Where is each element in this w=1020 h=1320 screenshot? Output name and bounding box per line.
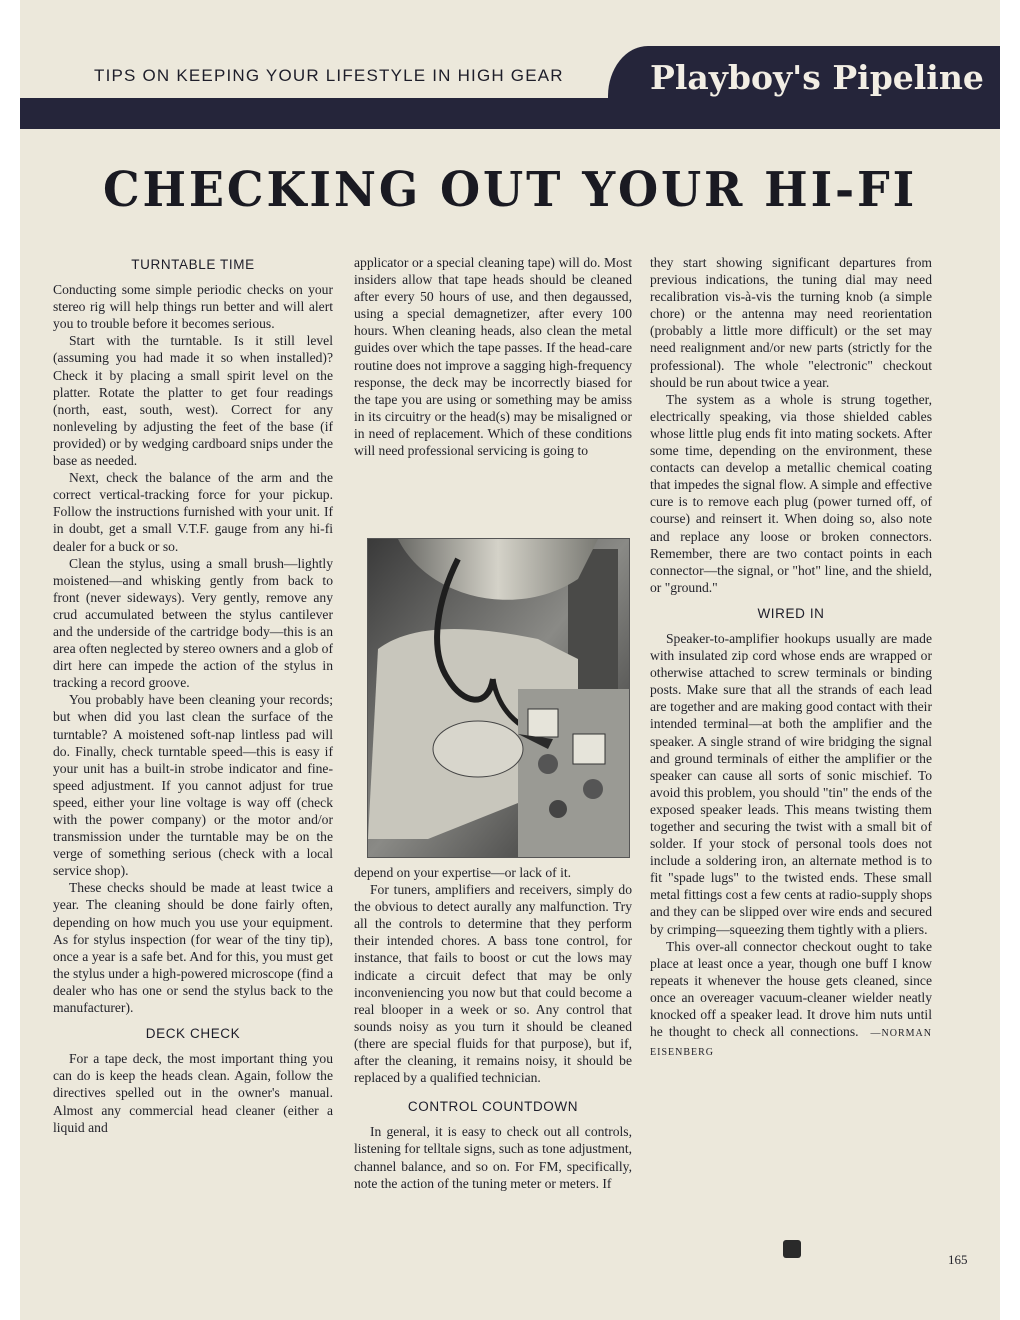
- paragraph: Clean the stylus, using a small brush—lightly moistened—and whisking gently from back to front (never sideways). Very gently, remove any crud accumulated between the stylus cantilever and the underside of the cartridge body—this is an area often neglected by stereo owners and a glob of dirt here can impede the action of the stylus in tracking a record groove.: [53, 555, 333, 691]
- paragraph: Next, check the balance of the arm and the correct vertical-tracking force for your pickup. Follow the instructions furnished with your unit. If in doubt, get a small V.T.F. gauge from any hi-fi dealer for a buck or so.: [53, 470, 333, 554]
- subheading-deck-check: DECK CHECK: [145, 1026, 241, 1042]
- subheading-wired-in: WIRED IN: [757, 605, 825, 621]
- article-headline: CHECKING OUT YOUR HI-FI: [102, 162, 918, 218]
- article-column-2-top: [354, 254, 632, 459]
- department-title: Playboy's Pipeline: [650, 58, 984, 97]
- paragraph: Speaker-to-amplifier hookups usually are made with insulated zip cord whose ends are wrapped or otherwise attached to screw terminals or binding posts. Make sure that all the strands of each lead are together and are making good contact with their intended terminal—at both the amplifier and the speaker. A single strand of wire bridging the signal and ground terminals of either the amplifier or the speaker can cause all sorts of sonic mischief. To avoid this problem, you should "tin" the ends of the exposed speaker leads. This means twisting them together and securing the twist with a small bit of solder. If your stock of personal tools does not include a soldering iron, an alternate method is to fit "spade lugs" to the twisted ends. These small metal fittings cost a few cents at radio-supply shops and they can be slipped over wire ends and secured by crimping—squeezing them tightly with a pliers.: [650, 630, 932, 937]
- paragraph: In general, it is easy to check out all controls, listening for telltale signs, such as tone adjustment, channel balance, and so on. For FM, specifically, note the action of the tuning meter or meters. If: [354, 1124, 632, 1191]
- paragraph: These checks should be made at least twice a year. The cleaning should be done fairly often, depending on how much you use your equipment. As for stylus inspection (for wear of the tiny tip), once a year is a safe bet. And for this, you must get the stylus under a high-powered microscope (find a dealer who has one or send the stylus back to the manufacturer).: [53, 880, 333, 1016]
- paragraph: depend on your expertise—or lack of it.: [354, 865, 572, 880]
- paragraph: For a tape deck, the most important thing you can do is keep the heads clean. Again, follow the directives spelled out in the owner's manual. Almost any commercial head cleaner (either a liquid and: [53, 1051, 333, 1135]
- paragraph: applicator or a special cleaning tape) will do. Most insiders allow that tape heads should be cleaned after every 50 hours of use, and then degaussed, using a special demagnetizer, after every 100 hours. When cleaning heads, also clean the metal guides over which the tape passes. If the head-care routine does not improve a sagging high-frequency response, the deck may be incorrectly biased for the tape you are using or something may be amiss in its circuitry or the head(s) may be misaligned or in need of replacement. Which of these conditions will need professional servicing is going to: [354, 255, 632, 459]
- stethoscope-illustration: [367, 538, 630, 858]
- illustration-svg: [368, 539, 629, 857]
- paragraph: [650, 938, 932, 1062]
- paragraph: they start showing significant departures from previous indications, the tuning dial may need recalibration vis-à-vis the turning knob (a simple chore) or the antenna may need reorientation (probably a little more difficult) or the set may need realignment and/or new parts (strictly for the professional). The whole "electronic" checkout should be run about twice a year.: [650, 255, 932, 390]
- paragraph: Start with the turntable. Is it still level (assuming you had made it so when installed)? Check it by placing a small spirit level on the platter. Rotate the platter to get four readings (north, east, south, west). Correct for any nonleveling by adjusting the feet of the base (if provided) or by wedging cardboard snips under the base as needed.: [53, 333, 333, 469]
- article-column-3: [650, 254, 932, 1061]
- paragraph-text: This over-all connector checkout ought to take place at least once a year, though one buff I know repeats it whenever the house gets cleaned, since once an overeager vacuum-cleaner wielder neatly knocked off a speaker lead. It drove him nuts until he thought to check all connections.: [650, 938, 932, 1040]
- page-number: 165: [948, 1252, 968, 1267]
- paragraph: The system as a whole is strung together, electrically speaking, via those shielded cables whose little plug ends fit into mating sockets. After some time, depending on the environment, these contacts can develop a metallic chemical coating that impedes the signal flow. A simple and effective cure is to remove each plug (power turned off, of course) and reinsert it. When doing so, also note and replace any loose or broken connectors. Remember, there are two contact points in each connector—the signal, or "hot" line, and the shield, or "ground.": [650, 391, 932, 595]
- subheading-turntable-time: TURNTABLE TIME: [131, 257, 255, 272]
- rabbit-logo-icon: [783, 1240, 801, 1258]
- section-label: TIPS ON KEEPING YOUR LIFESTYLE IN HIGH GEAR: [94, 66, 564, 85]
- paragraph: You probably have been cleaning your records; but when did you last clean the surface of the turntable? A moistened soft-nap lintless pad will do. Finally, check turntable speed—this is easy if your unit has a built-in strobe indicator and fine-speed adjustment. If you cannot adjust for true speed, either your line voltage is way off (check with the power company) or the motor and/or transmission under the turntable may be on the verge of something serious (check with a local service shop).: [53, 692, 333, 879]
- paragraph: For tuners, amplifiers and receivers, simply do the obvious to detect aurally any malfunction. Try all the controls to determine that they perform their intended chores. A bass tone control, for instance, that fails to boost or cut the lows may indicate a circuit defect that may be only inconveniencing you now but that could become a real blooper in a week or so. Any control that sounds noisy as you turn it should be cleaned (there are special fluids for that purpose), but if, after the cleaning, it remains noisy, it should be replaced by a qualified technician.: [354, 882, 632, 1086]
- article-column-2-bottom: [354, 864, 632, 1192]
- article-column-1: [53, 256, 333, 1136]
- paragraph: Conducting some simple periodic checks on your stereo rig will help things run better and will alert you to trouble before it becomes serious.: [53, 282, 333, 332]
- author-signature: —NORMAN EISENBERG: [650, 1028, 932, 1059]
- subheading-control-countdown: CONTROL COUNTDOWN: [407, 1099, 579, 1115]
